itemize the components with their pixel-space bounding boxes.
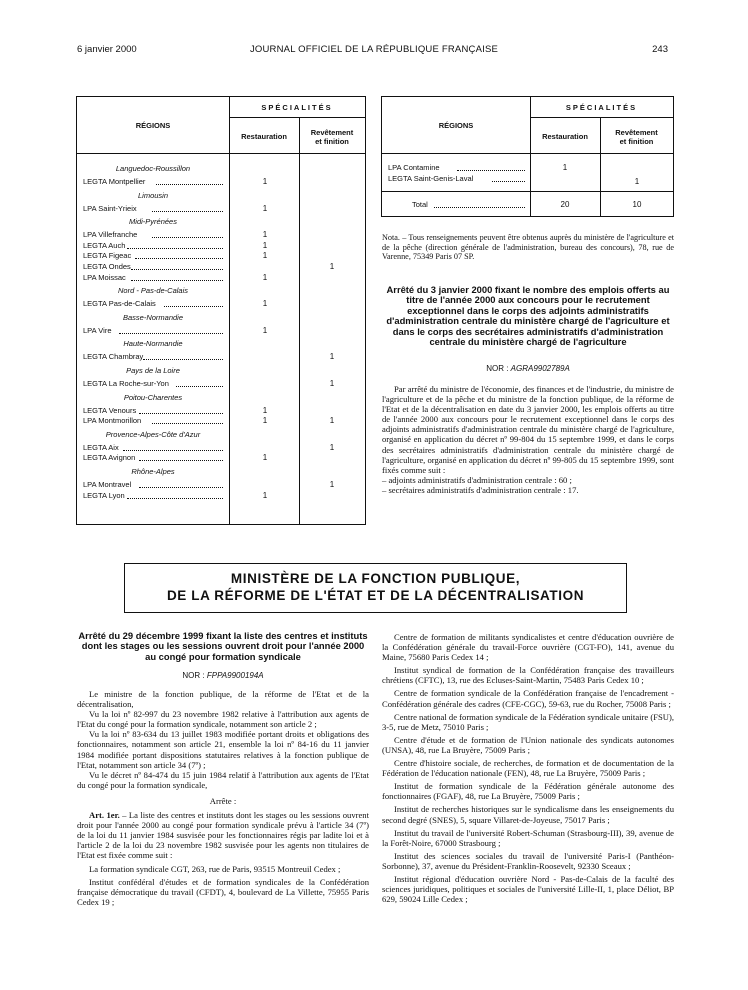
leader-dots [164,306,223,307]
arrete1-nor [382,364,674,373]
col-revetement-line1: Revêtement [615,128,658,137]
row-name: LPA Villefranche [83,230,138,240]
col-regions: RÉGIONS [135,121,171,130]
leader-dots [139,413,223,414]
table-row [77,272,365,283]
header-date: 6 janvier 2000 [77,44,137,55]
table-row [77,479,365,490]
table-row [77,203,365,214]
value-restauration: 1 [262,416,268,426]
leader-dots [131,269,223,270]
arrete1-body [382,384,674,495]
leader-dots [127,498,223,499]
value-restauration: 1 [262,325,268,335]
row-name: LEGTA Lyon [83,490,125,500]
value-revetement: 1 [329,379,335,388]
nor-code: FPPA9900194A [206,671,264,680]
row-name: LPA Vire [83,325,112,335]
value-restauration: 1 [262,490,268,500]
arrete1-list-item: – secrétaires administratifs d'administration centrale : 17. [382,484,579,495]
arrete2-title: Arrêté du 29 décembre 1999 fixant la liste des centres et instituts dont les stages ou les sessions ouvrent droit pour l'année 2000 au congé pour formation syndicale [78,630,368,662]
arrete2-paragraph: Institut confédéral d'études et de formation syndicales de la Confédération française démocratique du travail (CFDT), 4, boulevard de La Villette, 75955 Paris Cedex 19 ; [77,876,369,907]
value-restauration: 1 [262,453,268,463]
row-name: LEGTA Saint-Genis-Laval [388,174,474,183]
table-row [77,298,365,309]
leader-dots [131,280,223,281]
row-name: LEGTA Figeac [83,251,132,261]
left-allocation-table [76,96,366,525]
total-divider [382,191,673,192]
region-heading: Midi-Pyrénées [129,217,177,227]
value-restauration: 1 [262,240,268,250]
arrete2-paragraph: Vu la loi nº 83-634 du 13 juillet 1983 modifiée portant droits et obligations des fonctionnaires, notamment son article 21, ensemble la loi nº 84-16 du 11 janvier 1984 modifiée portant dispositions statutaires relatives à la fonction publique de l'Etat, notamment son article 34 (7º) ; [77,729,369,770]
col-revetement-line1: Revêtement [310,128,354,137]
row-name: LPA Moissac [83,272,126,282]
institute-entry: Centre d'étude et de formation de l'Union nationale des syndicats autonomes (UNSA), 48, rue La Bruyère, 75009 Paris ; [382,734,674,755]
arrete2-paragraph: La formation syndicale CGT, 263, rue de Paris, 93515 Montreuil Cedex ; [89,863,341,874]
arrete1-list-item: – adjoints administratifs d'administration centrale : 60 ; [382,474,572,485]
nor-label: NOR : [486,364,509,373]
leader-dots [127,248,223,249]
institute-entry: Institut des sciences sociales du travail de l'université Paris-I (Panthéon-Sorbonne), 37, avenue du Président-Franklin-Roosevelt, 92330 Sceaux ; [382,850,674,871]
ministry-banner [124,563,627,613]
leader-dots [139,460,223,461]
table-row [77,351,365,362]
article-1 [77,810,369,860]
table-row [77,452,365,463]
total-revetement: 10 [632,200,642,209]
institute-entry: Institut de recherches historiques sur le syndicalisme dans les enseignements du second degré (SNES), 5, square Villaret-de-Joyeuse, 75017 Paris ; [382,804,674,825]
row-name: LEGTA Pas-de-Calais [83,299,156,309]
total-label: Total [412,200,428,209]
leader-dots [123,450,223,451]
leader-dots [143,359,223,360]
row-name: LPA Saint-Yrieix [83,203,137,213]
institute-entry: Institut du travail de l'université Robert-Schuman (Strasbourg-III), 39, avenue de la Forêt-Noire, 67000 Strasbourg ; [382,827,674,848]
col-revetement [600,128,673,146]
arrete2-nor [77,671,369,680]
row-name: LEGTA Auch [83,240,126,250]
table-row [382,173,673,184]
arrete2-left-body [77,689,369,907]
value-revetement: 1 [634,177,640,186]
header-journal-title: JOURNAL OFFICIEL DE LA RÉPUBLIQUE FRANÇAISE [249,44,499,55]
col-revetement-line2: et finition [315,137,349,146]
institute-entry: Institut syndical de formation de la Confédération française des travailleurs chrétiens (CFTC), 13, rue des Ecluses-Saint-Martin, 75483 Paris Cedex 10 ; [382,665,674,686]
header-divider [77,153,365,154]
article-text: – La liste des centres et instituts dont les stages ou les sessions ouvrent droit pour l'année 2000 au congé pour formation syndicale prévu à l'article 34 (7º) de la loi du 11 janvier 1984 susvisée pour les fonctionnaires régis par ladite loi et à l'article 2 de la loi du 23 novembre 1982 susvisée pour les agents non titulaires de l'Etat est fixée comme suit : [77,810,369,861]
header-page-number: 243 [652,44,668,55]
col-revetement [299,128,365,146]
table-row [77,490,365,501]
region-heading: Rhône-Alpes [131,467,175,476]
row-name: LEGTA Chambray [83,352,144,362]
region-heading: Provence-Alpes-Côte d'Azur [105,429,201,439]
leader-dots [176,386,223,387]
table-row [77,325,365,336]
row-name: LEGTA Venours [83,405,137,415]
value-revetement: 1 [329,442,335,452]
value-restauration: 1 [262,251,268,261]
leader-dots [492,181,525,182]
header-divider [382,153,673,154]
value-restauration: 1 [562,163,568,172]
row-name: LEGTA La Roche-sur-Yon [83,379,169,388]
ministry-line1: MINISTÈRE DE LA FONCTION PUBLIQUE, [230,571,521,586]
arrete-word: Arrête : [209,795,237,806]
value-restauration: 1 [262,405,268,415]
region-heading: Languedoc-Roussillon [115,164,191,173]
arrete2-paragraph: Le ministre de la fonction publique, de la réforme de l'Etat et de la décentralisation, [77,689,369,710]
leader-dots [152,211,223,212]
region-heading: Poitou-Charentes [123,392,183,402]
row-name: LEGTA Ondes [83,262,131,271]
arrete1-title: Arrêté du 3 janvier 2000 fixant le nombre des emplois offerts au titre de l'année 2000 aux concours pour le recrutement exceptionnel dans le corps des adjoints administratifs d'administration centrale du ministère chargé de l'agriculture et dans le corps des secrétaires administratifs d'administration centrale du ministère chargé de l'agriculture [386,284,670,348]
institute-entry: Centre de formation syndicale de la Confédération française de l'encadrement - Confédération générale des cadres (CFE-CGC), 59-63, rue du Rocher, 75008 Paris ; [382,688,674,709]
table-row [77,442,365,453]
col-specialites: SPÉCIALITÉS [565,103,638,112]
institute-entry: Centre de formation de militants syndicalistes et centre d'éducation ouvrière de la Confédération générale du travail-Force ouvrière (CGT-FO), 141, avenue du Maine, 75680 Paris Cedex 14 ; [382,632,674,663]
institute-entry: Institut de formation syndicale de la Fédération générale autonome des fonctionnaires (FGAF), 48, rue La Bruyère, 75009 Paris ; [382,781,674,802]
col-specialites: SPÉCIALITÉS [261,103,333,112]
region-heading: Basse-Normandie [122,312,184,322]
institute-entry: Centre d'histoire sociale, de recherches, de formation et de documentation de la Fédération de l'éducation nationale (FEN), 48, rue La Bruyère, 75009 Paris ; [382,758,674,779]
total-row [382,199,673,210]
leader-dots [156,184,223,185]
region-heading: Haute-Normandie [123,339,183,349]
table-row [77,250,365,261]
nor-label: NOR : [182,671,205,680]
table-row [382,162,673,173]
table-row [77,176,365,187]
table-row [77,405,365,416]
row-name: LEGTA Avignon [83,453,136,463]
region-heading: Limousin [137,190,168,200]
value-restauration: 1 [262,177,268,186]
value-restauration: 1 [262,272,268,282]
leader-dots [139,487,223,488]
table-row [77,415,365,426]
row-name: LPA Montravel [83,480,132,489]
row-name: LEGTA Aix [83,442,119,452]
nota-text: Nota. – Tous renseignements peuvent être obtenus auprès du ministère de l'agriculture et de la pêche (direction générale de l'administration, bureau des concours), 78, rue de Varenne, 75349 Paris 07 SP. [382,233,674,262]
col-restauration: Restauration [241,132,287,141]
value-revetement: 1 [329,352,335,362]
row-name: LPA Contamine [388,163,440,172]
leader-dots [152,423,223,424]
institute-entry: Centre national de formation syndicale de la Fédération syndicale unitaire (FSU), 3-5, rue de Metz, 75010 Paris ; [382,711,674,732]
table-row [77,378,365,389]
table-row [77,229,365,240]
col-restauration: Restauration [542,132,588,141]
value-revetement: 1 [329,262,335,271]
region-heading: Pays de la Loire [126,366,180,375]
leader-dots [119,333,223,334]
value-revetement: 1 [329,416,335,426]
arrete1-paragraph: Par arrêté du ministre de l'économie, des finances et de l'industrie, du ministre de l'agriculture et de la pêche et du ministre de la fonction publique, de la réforme de l'Etat et de la décentralisation en date du 3 janvier 2000, les emplois offerts au titre de l'année 2000 aux concours pour le recrutement exceptionnel dans le corps des adjoints administratifs d'administration centrale du ministère chargé de l'agriculture, organisé en application du décret nº 99-804 du 15 septembre 1999, et dans le corps des secrétaires administratifs d'administration centrale du ministère chargé de l'agriculture, organisé en application du décret nº 99-805 du 15 septembre 1999, sont fixés comme suit : [382,384,674,475]
value-restauration: 1 [262,299,268,309]
table-row [77,261,365,272]
header-divider [530,117,673,118]
arrete2-paragraph: Vu la loi nº 82-997 du 23 novembre 1982 relative à l'attribution aux agents de l'Etat du congé pour la formation syndicale, notamment son article 2 ; [77,709,369,730]
leader-dots [457,170,525,171]
article-label: Art. 1er. [89,810,120,821]
row-name: LEGTA Montpellier [83,177,146,186]
total-restauration: 20 [560,200,570,209]
nor-code: AGRA9902789A [510,364,570,373]
arrete2-paragraph: Vu le décret nº 84-474 du 15 juin 1984 relatif à l'attribution aux agents de l'Etat du congé pour la formation syndicale, [77,769,369,790]
leader-dots [152,237,223,238]
header-divider [229,117,365,118]
region-heading: Nord - Pas-de-Calais [117,286,189,296]
table-row [77,240,365,251]
leader-dots [434,207,525,208]
ministry-line2: DE LA RÉFORME DE L'ÉTAT ET DE LA DÉCENTRALISATION [166,588,585,603]
value-restauration: 1 [262,230,268,240]
value-restauration: 1 [262,203,268,213]
col-revetement-line2: et finition [619,137,654,146]
right-allocation-table [381,96,674,217]
row-name: LPA Montmorillon [83,416,142,426]
institute-entry: Institut régional d'éducation ouvrière Nord - Pas-de-Calais de la faculté des sciences juridiques, politiques et sociales de l'université Lille-II, 1, place Déliot, BP 629, 59024 Lille Cedex ; [382,873,674,905]
col-regions: RÉGIONS [438,121,474,130]
value-revetement: 1 [329,480,335,489]
arrete2-right-body [382,632,674,904]
leader-dots [135,258,223,259]
